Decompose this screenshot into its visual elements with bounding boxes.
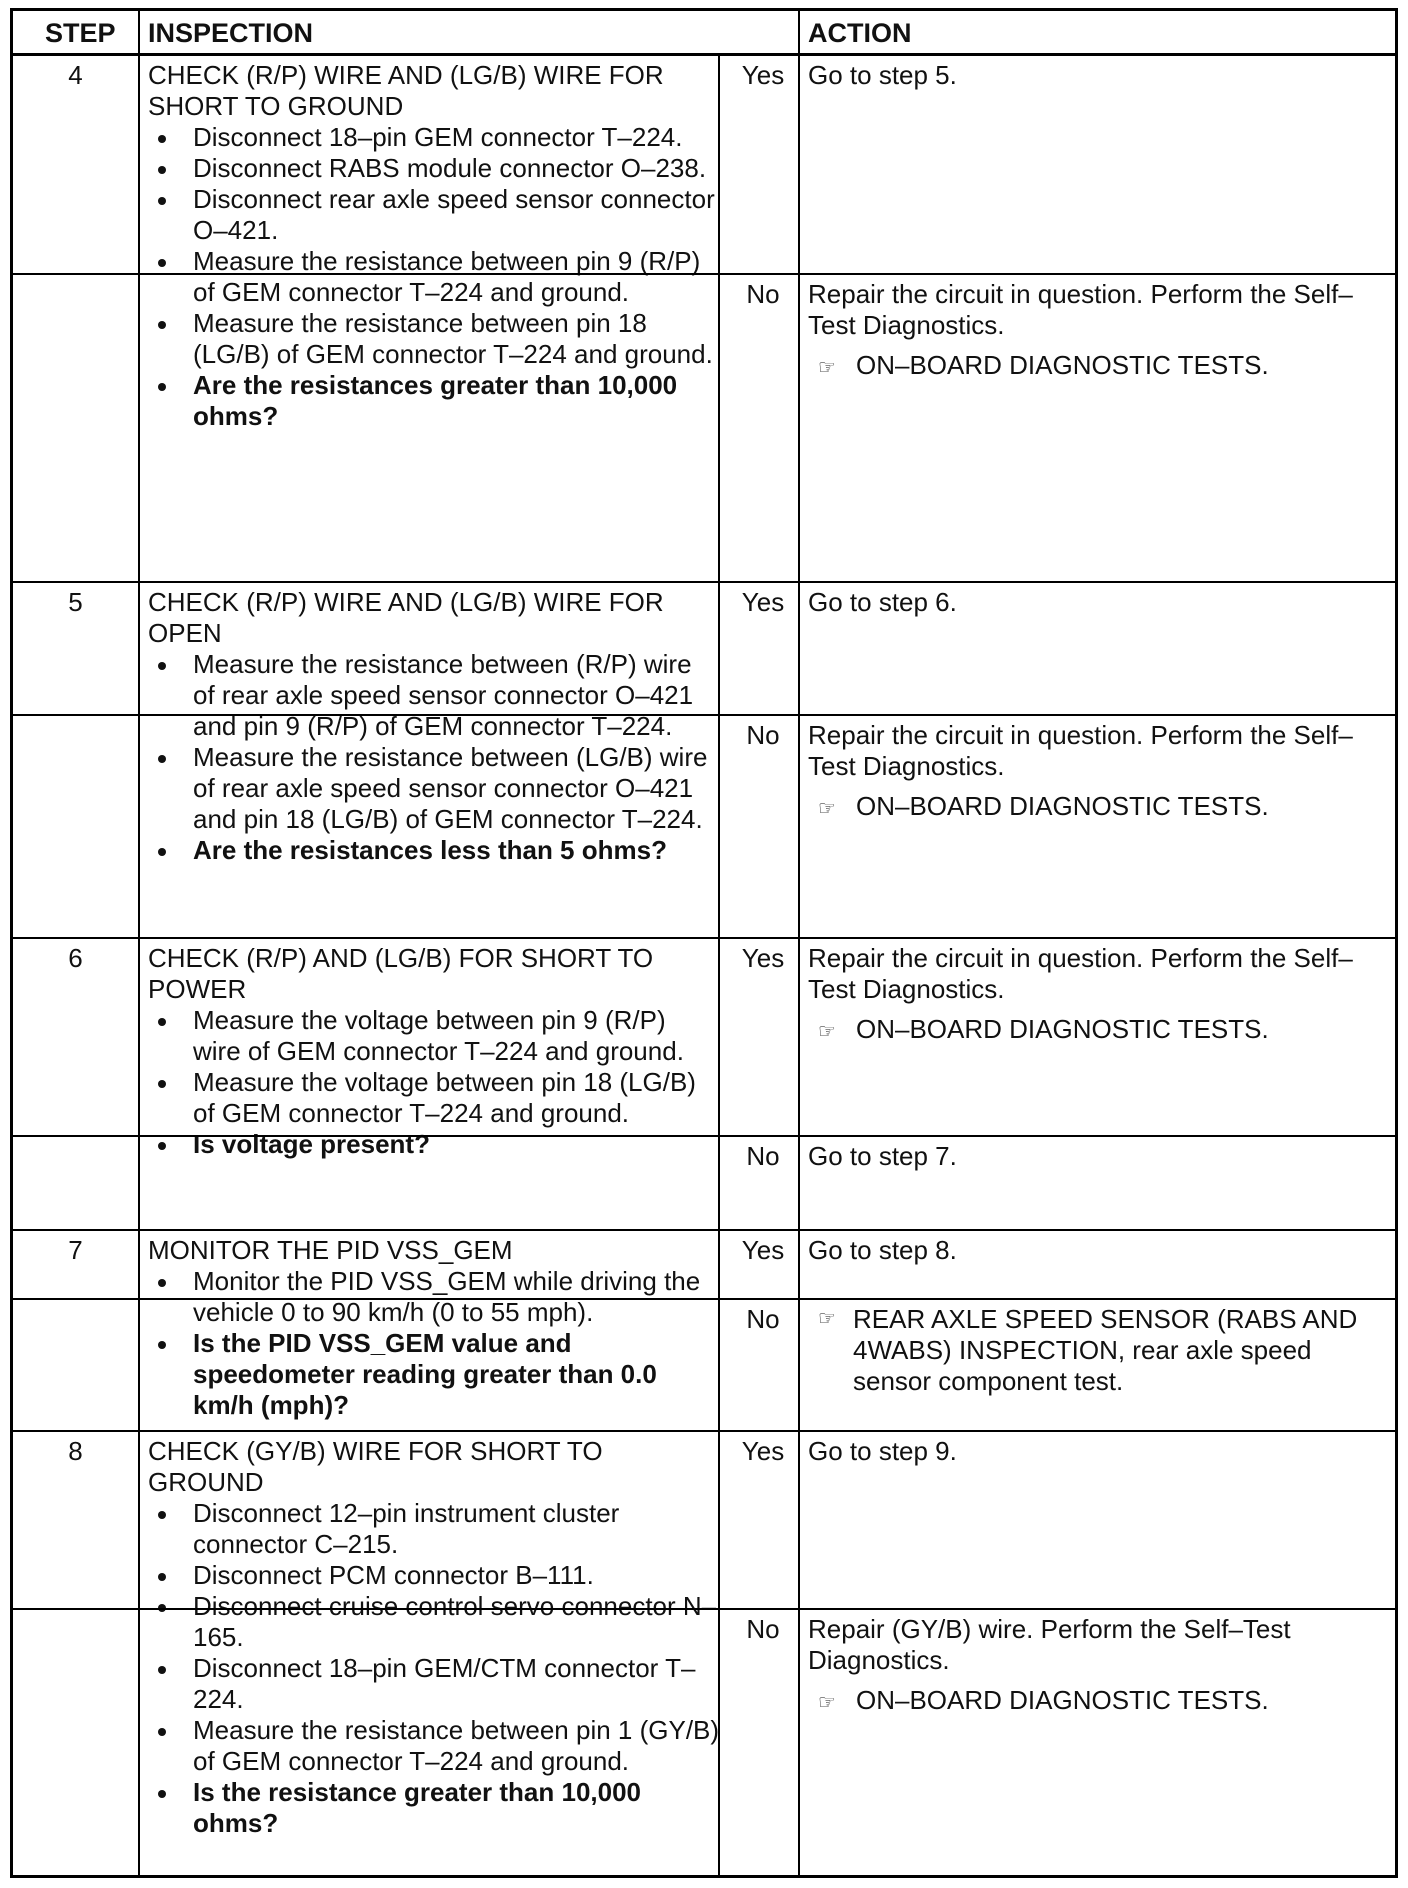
step-row-6 xyxy=(13,939,1395,1231)
pointing-hand-icon: ☞ xyxy=(818,1692,836,1714)
no-label: No xyxy=(746,1141,780,1171)
yes-action xyxy=(808,60,1377,91)
inspection-title: MONITOR THE PID VSS_GEM xyxy=(148,1235,513,1265)
yes-label: Yes xyxy=(741,1436,785,1466)
yes-branch xyxy=(13,939,1395,1137)
no-action xyxy=(808,1614,1377,1719)
inspection-question: Is the PID VSS_GEM value and speedometer reading greater than 0.0 km/h (mph)? xyxy=(148,1328,720,1421)
bullet-item: Disconnect rear axle speed sensor connector O–421. xyxy=(148,184,720,246)
step-number: 4 xyxy=(68,60,83,90)
no-action xyxy=(808,720,1377,825)
yes-label: Yes xyxy=(741,943,785,973)
step-row-7 xyxy=(13,1231,1395,1432)
yes-label: Yes xyxy=(741,60,785,90)
action-text: Go to step 7. xyxy=(808,1141,957,1171)
yes-label: Yes xyxy=(741,587,785,617)
no-branch xyxy=(13,1300,1395,1430)
reference-link: ON–BOARD DIAGNOSTIC TESTS. xyxy=(856,1014,1269,1044)
bullet-item: Disconnect PCM connector B–111. xyxy=(148,1560,720,1591)
no-branch xyxy=(13,275,1395,581)
bullet-item: Measure the resistance between pin 1 (GY/B) of GEM connector T–224 and ground. xyxy=(148,1715,720,1777)
no-action xyxy=(808,1141,1377,1172)
reference xyxy=(808,1685,1377,1719)
action-text: Go to step 9. xyxy=(808,1436,957,1466)
inspection-title: CHECK (R/P) AND (LG/B) FOR SHORT TO POWER xyxy=(148,943,654,1004)
no-branch xyxy=(13,716,1395,937)
no-branch xyxy=(13,1610,1395,1875)
pointing-hand-icon: ☞ xyxy=(818,1021,836,1043)
pointing-hand-icon: ☞ xyxy=(818,357,836,379)
inspection-title: CHECK (R/P) WIRE AND (LG/B) WIRE FOR SHORT TO GROUND xyxy=(148,60,664,121)
inspection-question: Are the resistances greater than 10,000 ohms? xyxy=(148,370,720,432)
yes-label: Yes xyxy=(741,1235,785,1265)
reference xyxy=(808,1304,1377,1397)
inspection-title: CHECK (GY/B) WIRE FOR SHORT TO GROUND xyxy=(148,1436,603,1497)
bullet-item: Measure the voltage between pin 9 (R/P) wire of GEM connector T–224 and ground. xyxy=(148,1005,720,1067)
inspection-title: CHECK (R/P) WIRE AND (LG/B) WIRE FOR OPEN xyxy=(148,587,664,648)
bullet-item: Disconnect RABS module connector O–238. xyxy=(148,153,720,184)
pointing-hand-icon: ☞ xyxy=(818,798,836,820)
inspection-question: Is the resistance greater than 10,000 ohms? xyxy=(148,1777,720,1839)
step-number: 7 xyxy=(68,1235,83,1265)
table-header xyxy=(13,11,1395,56)
bullet-item: Measure the resistance between (LG/B) wire of rear axle speed sensor connector O–421 and pin 18 (LG/B) of GEM connector T–224. xyxy=(148,742,720,835)
reference xyxy=(808,1014,1377,1048)
bullet-item: Disconnect 12–pin instrument cluster connector C–215. xyxy=(148,1498,720,1560)
action-text: Repair the circuit in question. Perform the Self–Test Diagnostics. xyxy=(808,943,1353,1004)
step-row-4 xyxy=(13,56,1395,583)
header-action: ACTION xyxy=(808,18,912,48)
bullet-item: Measure the resistance between pin 18 (LG/B) of GEM connector T–224 and ground. xyxy=(148,308,720,370)
action-text: Repair (GY/B) wire. Perform the Self–Test Diagnostics. xyxy=(808,1614,1291,1675)
header-step: STEP xyxy=(45,18,116,48)
no-label: No xyxy=(746,1614,780,1644)
reference-link: REAR AXLE SPEED SENSOR (RABS AND 4WABS) INSPECTION, rear axle speed sensor component test. xyxy=(853,1304,1358,1396)
step-number: 6 xyxy=(68,943,83,973)
inspection-question: Are the resistances less than 5 ohms? xyxy=(148,835,720,866)
step-number: 8 xyxy=(68,1436,83,1466)
action-text: Repair the circuit in question. Perform the Self–Test Diagnostics. xyxy=(808,720,1353,781)
reference xyxy=(808,350,1377,384)
diagnostic-table xyxy=(10,8,1398,1878)
reference-link: ON–BOARD DIAGNOSTIC TESTS. xyxy=(856,1685,1269,1715)
action-text: Go to step 5. xyxy=(808,60,957,90)
no-action xyxy=(808,1304,1377,1397)
bullet-item: Disconnect 18–pin GEM/CTM connector T–224. xyxy=(148,1653,720,1715)
header-inspection: INSPECTION xyxy=(148,18,314,48)
action-text: Go to step 8. xyxy=(808,1235,957,1265)
no-branch xyxy=(13,1137,1395,1229)
no-label: No xyxy=(746,279,780,309)
no-label: No xyxy=(746,720,780,750)
bullet-item: Disconnect 18–pin GEM connector T–224. xyxy=(148,122,720,153)
bullet-item: Measure the resistance between (R/P) wire of rear axle speed sensor connector O–421 and pin 9 (R/P) of GEM connector T–224. xyxy=(148,649,720,742)
reference xyxy=(808,791,1377,825)
reference-link: ON–BOARD DIAGNOSTIC TESTS. xyxy=(856,350,1269,380)
step-row-8 xyxy=(13,1432,1395,1875)
yes-action xyxy=(808,587,1377,618)
reference-link: ON–BOARD DIAGNOSTIC TESTS. xyxy=(856,791,1269,821)
bullet-item: Measure the voltage between pin 18 (LG/B) of GEM connector T–224 and ground. xyxy=(148,1067,720,1129)
yes-branch xyxy=(13,56,1395,275)
no-label: No xyxy=(746,1304,780,1334)
yes-action xyxy=(808,943,1377,1048)
action-text: Go to step 6. xyxy=(808,587,957,617)
no-action xyxy=(808,279,1377,384)
yes-branch xyxy=(13,1432,1395,1610)
yes-action xyxy=(808,1235,1377,1266)
step-row-5 xyxy=(13,583,1395,939)
step-number: 5 xyxy=(68,587,83,617)
bullet-item: Monitor the PID VSS_GEM while driving the vehicle 0 to 90 km/h (0 to 55 mph). xyxy=(148,1266,720,1328)
yes-branch xyxy=(13,583,1395,716)
yes-branch xyxy=(13,1231,1395,1300)
action-text: Repair the circuit in question. Perform the Self–Test Diagnostics. xyxy=(808,279,1353,340)
bullet-item: Measure the resistance between pin 9 (R/P) of GEM connector T–224 and ground. xyxy=(148,246,720,308)
yes-action xyxy=(808,1436,1377,1467)
bullet-item: Disconnect cruise control servo connector N–165. xyxy=(148,1591,720,1653)
pointing-hand-icon: ☞ xyxy=(818,1308,836,1330)
inspection-question: Is voltage present? xyxy=(148,1129,720,1160)
